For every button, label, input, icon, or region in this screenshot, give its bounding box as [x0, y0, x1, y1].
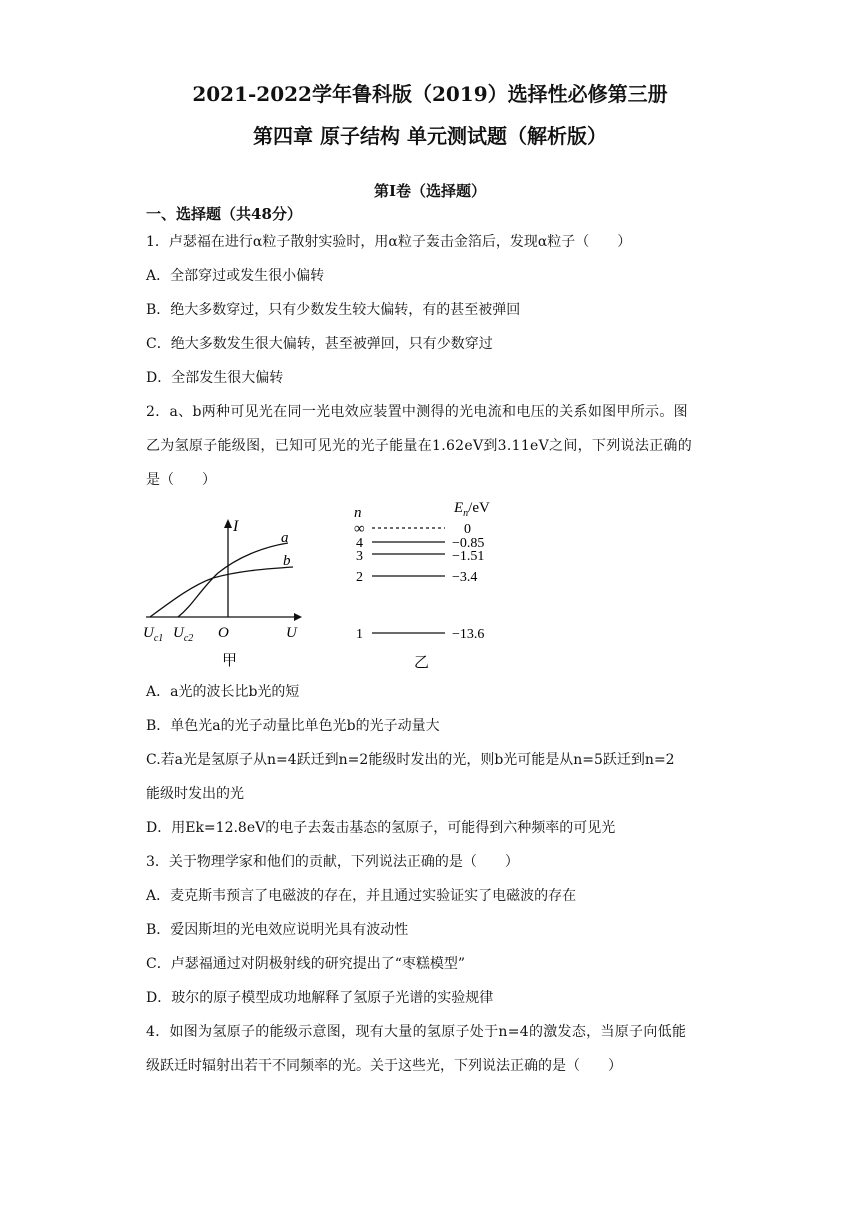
- curve-b-label: b: [283, 553, 291, 569]
- uc2-label: $U_{c2}$: [173, 625, 194, 644]
- axis-u-label: U: [286, 625, 297, 641]
- caption-yi: 乙: [414, 653, 430, 671]
- document-title: 2021-2022学年鲁科版（2019）选择性必修第三册: [192, 82, 668, 106]
- question-1-option-d: D．全部发生很大偏转: [146, 370, 284, 386]
- e-header: $E_n/eV$: [454, 500, 490, 519]
- level-n-4: 4: [356, 536, 363, 551]
- level-e-2: −3.4: [452, 570, 478, 585]
- question-4-stem-line1: 4．如图为氢原子的能级示意图，现有大量的氢原子处于n=4的激发态，当原子向低能: [146, 1024, 687, 1040]
- question-2-option-d: D．用Ek=12.8eV的电子去轰击基态的氢原子，可能得到六种频率的可见光: [146, 820, 616, 836]
- level-n-1: 1: [356, 627, 363, 642]
- section-heading: 一、选择题（共48分）: [146, 205, 302, 223]
- origin-label: O: [218, 625, 229, 641]
- document-subtitle: 第四章 原子结构 单元测试题（解析版）: [253, 124, 607, 148]
- level-n-2: 2: [356, 570, 363, 585]
- question-3-option-c: C．卢瑟福通过对阴极射线的研究提出了“枣糕模型”: [146, 956, 466, 972]
- question-2-stem-line2: 乙为氢原子能级图，已知可见光的光子能量在1.62eV到3.11eV之间，下列说法正确的: [146, 438, 693, 454]
- question-1-option-b: B．绝大多数穿过，只有少数发生较大偏转，有的甚至被弹回: [146, 302, 521, 318]
- part-heading: 第Ⅰ卷（选择题）: [373, 182, 487, 200]
- figure-yi-energy-levels: [350, 495, 520, 675]
- curve-a-label: a: [281, 530, 289, 546]
- level-e-inf: 0: [464, 522, 471, 537]
- curve-a: [178, 543, 288, 617]
- question-2-option-b: B．单色光a的光子动量比单色光b的光子动量大: [146, 718, 440, 734]
- curve-b: [150, 567, 293, 617]
- level-n-3: 3: [356, 549, 363, 564]
- caption-jia: 甲: [222, 651, 238, 669]
- question-4-stem-line2: 级跃迁时辐射出若干不同频率的光。关于这些光，下列说法正确的是（ ）: [146, 1058, 622, 1074]
- uc1-label: $U_{c1}$: [143, 625, 164, 644]
- question-1-option-a: A．全部穿过或发生很小偏转: [146, 268, 325, 284]
- level-e-4: −0.85: [452, 536, 485, 551]
- question-2-stem-line3: 是（ ）: [146, 472, 216, 488]
- question-3-stem: 3．关于物理学家和他们的贡献，下列说法正确的是（ ）: [146, 854, 519, 870]
- question-1-stem: 1．卢瑟福在进行α粒子散射实验时，用α粒子轰击金箔后，发现α粒子（ ）: [146, 234, 632, 250]
- question-1-option-c: C．绝大多数发生很大偏转，甚至被弹回，只有少数穿过: [146, 336, 493, 352]
- n-header: n: [354, 505, 362, 521]
- question-2-option-a: A．a光的波长比b光的短: [146, 684, 300, 700]
- axis-i-label: I: [233, 518, 239, 535]
- figure-jia-iu-graph: [138, 515, 318, 675]
- question-3-option-b: B．爱因斯坦的光电效应说明光具有波动性: [146, 922, 409, 938]
- question-2-stem-line1: 2．a、b两种可见光在同一光电效应装置中测得的光电流和电压的关系如图甲所示。图: [146, 404, 688, 420]
- question-2-option-c-line1: C.若a光是氢原子从n=4跃迁到n=2能级时发出的光，则b光可能是从n=5跃迁到n=2: [146, 752, 675, 768]
- level-e-1: −13.6: [452, 627, 485, 642]
- level-n-inf: ∞: [354, 521, 365, 537]
- level-e-3: −1.51: [452, 549, 485, 564]
- question-3-option-d: D．玻尔的原子模型成功地解释了氢原子光谱的实验规律: [146, 990, 494, 1006]
- question-3-option-a: A．麦克斯韦预言了电磁波的存在，并且通过实验证实了电磁波的存在: [146, 888, 577, 904]
- question-2-option-c-line2: 能级时发出的光: [146, 786, 244, 802]
